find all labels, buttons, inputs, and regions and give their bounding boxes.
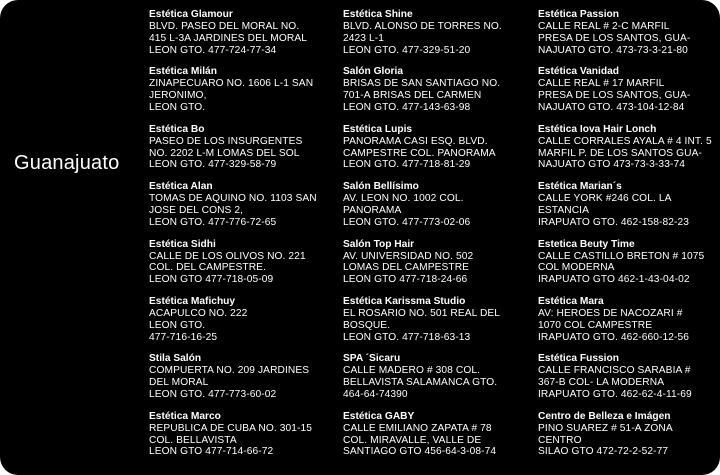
region-title: Guanajuato bbox=[14, 152, 120, 174]
salon-address-line: JOSE DEL CONS 2, bbox=[149, 204, 244, 216]
salon-address-line: 415 L-3A JARDINES DEL MORAL bbox=[149, 32, 308, 44]
salon-name: Estética Milán bbox=[149, 66, 217, 78]
salon-address-line: TOMAS DE AQUINO NO. 1103 SAN bbox=[149, 193, 317, 205]
salon-name: Estética Glamour bbox=[149, 9, 233, 20]
salon-address-line: LEON GTO. 477-773-02-06 bbox=[343, 216, 471, 228]
salon-address-line: CALLE DE LOS OLIVOS NO. 221 bbox=[149, 250, 306, 262]
salon-address-line: BELLAVISTA SALAMANCA GTO. bbox=[343, 377, 498, 389]
salon-address-line: IRAPUATO GTO. 462-62-4-11-69 bbox=[538, 388, 692, 400]
salon-address-line: COL. MIRAVALLE, VALLE DE bbox=[343, 434, 482, 446]
salon-entry bbox=[343, 353, 525, 410]
salon-entry bbox=[343, 411, 525, 468]
salon-address-line: COL. DEL CAMPESTRE. bbox=[149, 262, 267, 274]
salon-address-line: LEON GTO. bbox=[149, 101, 206, 113]
salon-entry bbox=[149, 124, 331, 181]
salon-entry bbox=[149, 181, 331, 238]
salon-name: Estética Iova Hair Lonch bbox=[538, 123, 657, 135]
directory-column-3 bbox=[538, 9, 718, 468]
salon-name: Estética Karissma Studio bbox=[343, 295, 466, 307]
salon-address-line: IRAPUATO GTO. 462-158-82-23 bbox=[538, 216, 690, 228]
salon-name: SPA ´Sicaru bbox=[343, 353, 401, 365]
salon-name: Estética Mafichuy bbox=[149, 295, 236, 307]
salon-address-line: CALLE EMILIANO ZAPATA # 78 bbox=[343, 422, 492, 434]
salon-address-line: CALLE FRANCISCO SARABIA # bbox=[538, 365, 691, 377]
salon-address-line: PANORAMA bbox=[343, 204, 402, 216]
salon-entry bbox=[149, 239, 331, 296]
salon-entry bbox=[149, 296, 331, 353]
salon-address-line: 1070 COL CAMPESTRE bbox=[538, 319, 653, 331]
salon-name: Estética Fussion bbox=[538, 353, 619, 365]
salon-address-line: CALLE YORK #246 COL. LA bbox=[538, 193, 672, 205]
salon-name: Estética Vanidad bbox=[538, 66, 619, 78]
salon-address-line: DEL MORAL bbox=[149, 377, 209, 389]
salon-entry bbox=[343, 296, 525, 353]
salon-address-line: LEON GTO 477-714-66-72 bbox=[149, 446, 274, 458]
salon-address-line: COMPUERTA NO. 209 JARDINES bbox=[149, 365, 310, 377]
salon-name: Salón Gloria bbox=[343, 66, 404, 78]
salon-address-line: PRESA DE LOS SANTOS, GUA- bbox=[538, 90, 691, 102]
salon-name: Estética Passion bbox=[538, 9, 619, 20]
salon-address-line: LEON GTO. 477-718-81-29 bbox=[343, 159, 471, 171]
salon-address-line: ZINAPECUARO NO. 1606 L-1 SAN bbox=[149, 78, 314, 90]
salon-address-line: LEON GTO. 477-724-77-34 bbox=[149, 44, 277, 56]
salon-address-line: NO. 2202 L-M LOMAS DEL SOL bbox=[149, 147, 300, 159]
salon-entry bbox=[538, 296, 718, 353]
directory-column-2 bbox=[343, 9, 525, 468]
salon-address-line: CENTRO bbox=[538, 434, 582, 446]
salon-address-line: CALLE CORRALES AYALA # 4 INT. 5 bbox=[538, 135, 712, 147]
salon-name: Estética GABY bbox=[343, 410, 415, 422]
salon-name: Salón Top Hair bbox=[343, 238, 415, 250]
salon-address-line: LEON GTO. bbox=[149, 319, 206, 331]
salon-address-line: LEON GTO. 477-143-63-98 bbox=[343, 101, 471, 113]
salon-address-line: LEON GTO 477-718-24-66 bbox=[343, 274, 468, 286]
salon-entry bbox=[149, 66, 331, 123]
salon-address-line: SILAO GTO 472-72-2-52-77 bbox=[538, 446, 669, 458]
salon-address-line: SANTIAGO GTO 456-64-3-08-74 bbox=[343, 446, 497, 458]
salon-entry bbox=[343, 181, 525, 238]
salon-entry bbox=[149, 353, 331, 410]
salon-address-line: CALLE MADERO # 308 COL. bbox=[343, 365, 481, 377]
salon-entry bbox=[343, 124, 525, 181]
salon-entry bbox=[343, 9, 525, 66]
salon-address-line: IRAPUATO GTO 462-1-43-04-02 bbox=[538, 274, 690, 286]
salon-address-line: BOSQUE. bbox=[343, 319, 391, 331]
salon-address-line: EL ROSARIO NO. 501 REAL DEL bbox=[343, 307, 501, 319]
salon-address-line: LEON GTO. 477-718-63-13 bbox=[343, 331, 471, 343]
salon-address-line: 367-B COL- LA MODERNA bbox=[538, 377, 665, 389]
salon-entry bbox=[538, 353, 718, 410]
salon-address-line: ACAPULCO NO. 222 bbox=[149, 307, 248, 319]
salon-entry bbox=[538, 411, 718, 468]
salon-address-line: LEON GTO. 477-773-60-02 bbox=[149, 388, 277, 400]
salon-address-line: LEON GTO 477-718-05-09 bbox=[149, 274, 274, 286]
salon-address-line: CALLE REAL # 17 MARFIL bbox=[538, 78, 665, 90]
salon-address-line: BLVD. PASEO DEL MORAL NO. bbox=[149, 21, 300, 32]
salon-address-line: MARFIL P. DE LOS SANTOS GUA- bbox=[538, 147, 702, 159]
salon-name: Centro de Belleza e Imágen bbox=[538, 410, 671, 422]
salon-address-line: NAJUATO GTO. 473-73-3-21-80 bbox=[538, 44, 688, 56]
salon-entry bbox=[538, 124, 718, 181]
salon-address-line: COL MODERNA bbox=[538, 262, 615, 274]
salon-address-line: NAJUATO GTO. 473-104-12-84 bbox=[538, 101, 685, 113]
salon-entry bbox=[343, 66, 525, 123]
salon-address-line: JERONIMO, bbox=[149, 90, 207, 102]
salon-address-line: PRESA DE LOS SANTOS, GUA- bbox=[538, 32, 691, 44]
salon-name: Estética Lupis bbox=[343, 123, 413, 135]
salon-entry bbox=[538, 66, 718, 123]
salon-address-line: 701-A BRISAS DEL CARMEN bbox=[343, 90, 482, 102]
salon-name: Estética Bo bbox=[149, 123, 205, 135]
salon-address-line: AV. UNIVERSIDAD NO. 502 bbox=[343, 250, 474, 262]
salon-name: Estética Shine bbox=[343, 9, 413, 20]
salon-address-line: CAMPESTRE COL. PANORAMA bbox=[343, 147, 496, 159]
salon-address-line: NAJUATO GTO 473-73-3-33-74 bbox=[538, 159, 685, 171]
salon-address-line: CALLE CASTILLO BRETON # 1075 bbox=[538, 250, 705, 262]
salon-entry bbox=[538, 181, 718, 238]
salon-name: Salón Bellísimo bbox=[343, 181, 419, 193]
salon-address-line: 2423 L-1 bbox=[343, 32, 385, 44]
salon-address-line: PASEO DE LOS INSURGENTES bbox=[149, 135, 303, 147]
salon-address-line: COL. BELLAVISTA bbox=[149, 434, 237, 446]
salon-name: Estética Mara bbox=[538, 295, 604, 307]
salon-address-line: LOMAS DEL CAMPESTRE bbox=[343, 262, 470, 274]
salon-name: Estética Marco bbox=[149, 410, 221, 422]
salon-address-line: 477-716-16-25 bbox=[149, 331, 218, 343]
salon-address-line: BRISAS DE SAN SANTIAGO NO. bbox=[343, 78, 501, 90]
salon-address-line: PANORAMA CASI ESQ. BLVD. bbox=[343, 135, 488, 147]
salon-address-line: IRAPUATO GTO. 462-660-12-56 bbox=[538, 331, 690, 343]
salon-address-line: AV. LEON NO. 1002 COL. bbox=[343, 193, 464, 205]
salon-name: Estética Alan bbox=[149, 181, 213, 193]
salon-address-line: LEON GTO. 477-776-72-65 bbox=[149, 216, 277, 228]
salon-address-line: PINO SUAREZ # 51-A ZONA bbox=[538, 422, 673, 434]
salon-entry bbox=[538, 9, 718, 66]
salon-address-line: LEON GTO. 477-329-51-20 bbox=[343, 44, 471, 56]
salon-address-line: CALLE REAL # 2-C MARFIL bbox=[538, 21, 670, 32]
salon-name: Estética Sidhi bbox=[149, 238, 216, 250]
salon-address-line: REPUBLICA DE CUBA NO. 301-15 bbox=[149, 422, 313, 434]
salon-entry bbox=[149, 411, 331, 468]
salon-address-line: AV: HEROES DE NACOZARI # bbox=[538, 307, 683, 319]
salon-entry bbox=[149, 9, 331, 66]
salon-name: Estética Marian´s bbox=[538, 181, 622, 193]
salon-name: Stila Salón bbox=[149, 353, 202, 365]
salon-address-line: BLVD. ALONSO DE TORRES NO. bbox=[343, 21, 502, 32]
salon-entry bbox=[343, 239, 525, 296]
salon-address-line: 464-64-74390 bbox=[343, 388, 408, 400]
salon-address-line: LEON GTO. 477-329-58-79 bbox=[149, 159, 277, 171]
salon-name: Estetica Beuty Time bbox=[538, 238, 635, 250]
directory-column-1 bbox=[149, 9, 331, 468]
salon-entry bbox=[538, 239, 718, 296]
salon-address-line: ESTANCIA bbox=[538, 204, 589, 216]
